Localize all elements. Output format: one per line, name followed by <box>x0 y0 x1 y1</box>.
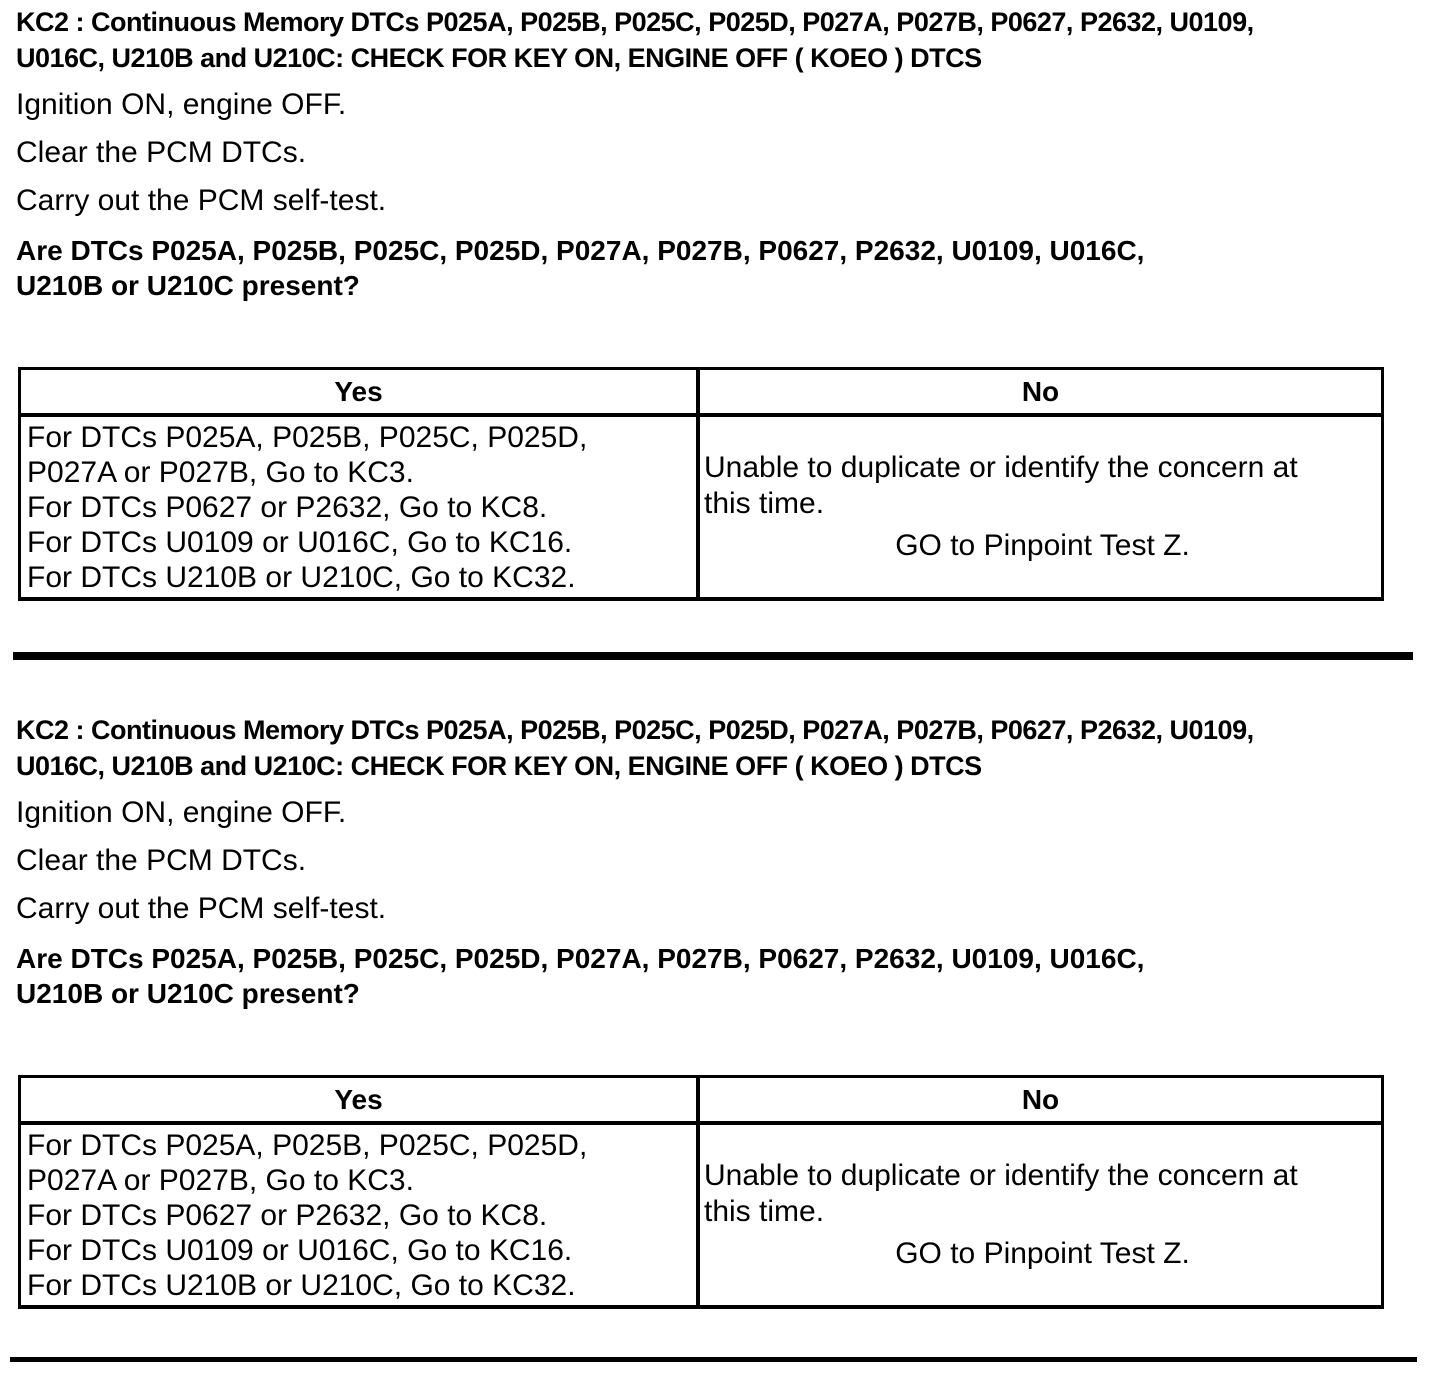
test-question <box>16 941 1428 1011</box>
procedure-steps <box>16 794 1428 938</box>
results-table <box>18 367 1384 601</box>
no-column-header: No <box>1021 375 1060 407</box>
test-question <box>16 233 1428 303</box>
step-line: Carry out the PCM self-test. <box>16 892 387 925</box>
yes-column-header: Yes <box>21 1078 700 1121</box>
no-statement-line: this time. <box>704 1195 825 1228</box>
yes-action-line: For DTCs U210B or U210C, Go to KC32. <box>27 1269 576 1302</box>
no-result-cell <box>700 417 1381 597</box>
test-question-line-2: U210B or U210C present? <box>16 270 360 301</box>
no-statement-line: Unable to duplicate or identify the concern at <box>704 451 1298 484</box>
test-question-line-1: Are DTCs P025A, P025B, P025C, P025D, P027A, P027B, P0627, P2632, U0109, U016C, <box>16 235 1145 266</box>
results-table-body-row <box>21 1125 1381 1305</box>
section-divider-rule <box>13 652 1413 660</box>
procedure-heading-line-1: KC2 : Continuous Memory DTCs P025A, P025B, P025C, P025D, P027A, P027B, P0627, P2632, U0109, <box>16 715 1254 745</box>
yes-result-cell <box>21 1125 700 1305</box>
procedure-heading-line-2: U016C, U210B and U210C: CHECK FOR KEY ON, ENGINE OFF ( KOEO ) DTCS <box>16 751 982 781</box>
no-statement-line: Unable to duplicate or identify the concern at <box>704 1159 1298 1192</box>
yes-action-line: For DTCs U0109 or U016C, Go to KC16. <box>27 526 573 559</box>
page-bottom-rule <box>10 1357 1417 1362</box>
results-table-body-row <box>21 417 1381 597</box>
procedure-steps <box>16 86 1428 230</box>
yes-column-header: Yes <box>21 370 700 413</box>
yes-action-line: For DTCs U0109 or U016C, Go to KC16. <box>27 1234 573 1267</box>
test-question-line-2: U210B or U210C present? <box>16 978 360 1009</box>
results-table-header-row <box>21 1078 1381 1125</box>
yes-action-line: For DTCs P0627 or P2632, Go to KC8. <box>27 1199 548 1232</box>
yes-action-line: For DTCs P025A, P025B, P025C, P025D, <box>27 1129 588 1162</box>
step-line: Ignition ON, engine OFF. <box>16 796 347 829</box>
procedure-heading <box>16 4 1428 76</box>
step-line: Ignition ON, engine OFF. <box>16 88 347 121</box>
yes-action-line: For DTCs P0627 or P2632, Go to KC8. <box>27 491 548 524</box>
no-result-cell <box>700 1125 1381 1305</box>
no-statement-line: this time. <box>704 487 825 520</box>
yes-result-cell <box>21 417 700 597</box>
step-line: Carry out the PCM self-test. <box>16 184 387 217</box>
yes-action-line: For DTCs U210B or U210C, Go to KC32. <box>27 561 576 594</box>
procedure-heading <box>16 712 1428 784</box>
yes-action-line: For DTCs P025A, P025B, P025C, P025D, <box>27 421 588 454</box>
procedure-heading-line-2: U016C, U210B and U210C: CHECK FOR KEY ON, ENGINE OFF ( KOEO ) DTCS <box>16 43 982 73</box>
pinpoint-test-section-2 <box>0 708 1440 1358</box>
results-table-header-row <box>21 370 1381 417</box>
yes-action-line: P027A or P027B, Go to KC3. <box>27 1164 414 1197</box>
test-question-line-1: Are DTCs P025A, P025B, P025C, P025D, P027A, P027B, P0627, P2632, U0109, U016C, <box>16 943 1145 974</box>
results-table <box>18 1075 1384 1309</box>
pinpoint-test-section-1 <box>0 0 1440 650</box>
no-column-header: No <box>1021 1083 1060 1115</box>
procedure-heading-line-1: KC2 : Continuous Memory DTCs P025A, P025B, P025C, P025D, P027A, P027B, P0627, P2632, U0109, <box>16 7 1254 37</box>
step-line: Clear the PCM DTCs. <box>16 136 307 169</box>
step-line: Clear the PCM DTCs. <box>16 844 307 877</box>
yes-action-line: P027A or P027B, Go to KC3. <box>27 456 414 489</box>
no-action-line: GO to Pinpoint Test Z. <box>895 1237 1190 1270</box>
no-action-line: GO to Pinpoint Test Z. <box>895 529 1190 562</box>
